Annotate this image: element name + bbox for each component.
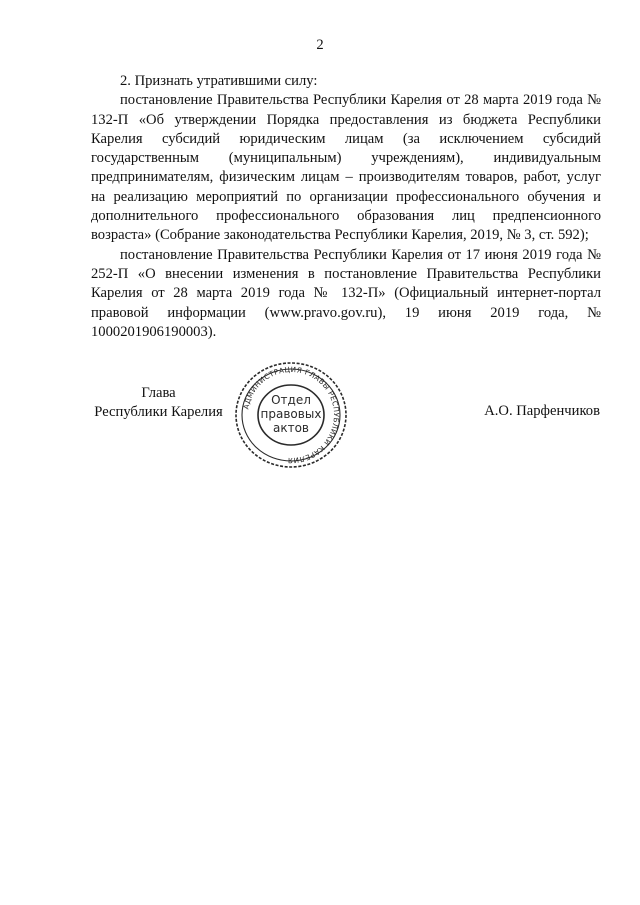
signer-position [91,384,226,422]
stamp-line2: правовых [260,407,322,421]
stamp-line1: Отдел [271,393,311,407]
page-number: 2 [316,37,324,53]
official-stamp [228,360,354,470]
signer-position-line1: Глава [141,385,176,401]
stamp-line3: актов [272,421,310,435]
document-body [91,72,601,342]
signer-name: А.О. Парфенчиков [484,403,600,419]
paragraph-repealed-resolution-252: постановление Правительства Республики Карелия от 17 июня 2019 года № 252-П «О внесении изменения в постановление Правительства Республики Карелия от 28 марта 2019 года № 132-П» (Официальный интернет-портал правовой информации (www.pravo.gov.ru), 19 июня 2019 года, № 1000201906190003). [91,246,601,340]
stamp-ring-text: АДМИНИСТРАЦИЯ ГЛАВЫ РЕСПУБЛИКИ КАРЕЛИЯ [241,364,342,466]
signer-position-line2: Республики Карелия [94,404,223,420]
signature-block [0,360,640,480]
paragraph-repealed-resolution-132: постановление Правительства Республики Карелия от 28 марта 2019 года № 132-П «Об утверждении Порядка предоставления из бюджета Республики Карелия субсидий юридическим лицам (за исключением субсидий государственным (муниципальным) учреждениям), индивидуальным предпринимателям, физическим лицам – производителям товаров, работ, услуг на реализацию мероприятий по организации профессионального обучения и дополнительного профессионального образования лиц предпенсионного возраста» (Собрание законодательства Республики Карелия, 2019, № 3, ст. 592); [91,92,601,244]
paragraph-item-2: 2. Признать утратившими силу: [120,73,318,89]
